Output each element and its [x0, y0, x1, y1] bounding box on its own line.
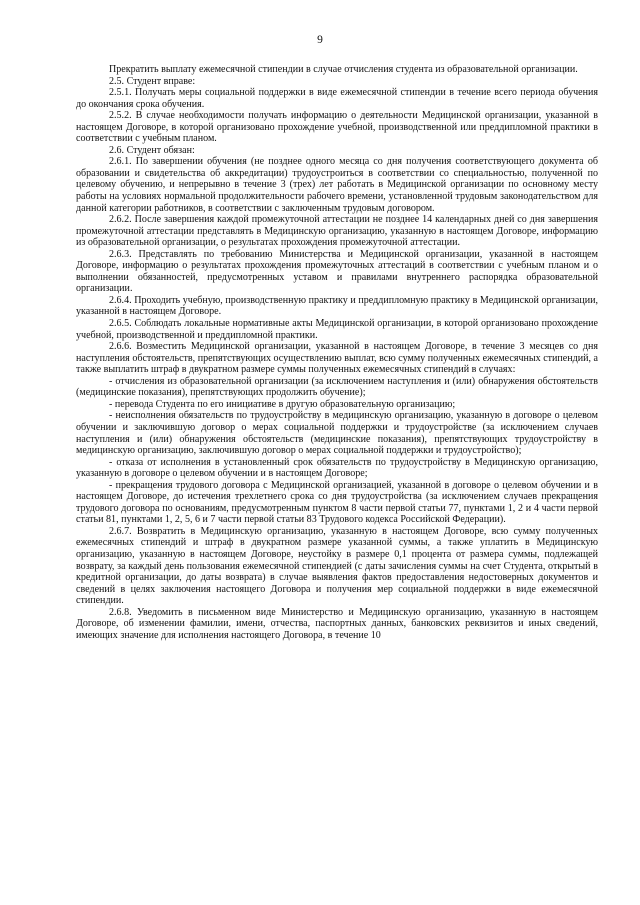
clause-2-6-7: 2.6.7. Возвратить в Медицинскую организацию, указанную в настоящем Договоре, всю сумму полученных ежемесячных стипендий и штраф в двукратном размере указанной суммы, а также уплатить в Медицинскую организацию, указанную в настоящем Договоре, неустойку в размере 0,1 процента от размера суммы, подлежащей возврату, за каждый день пользования ежемесячной стипендией (с даты зачисления суммы на счет Студента, открытый в кредитной организации, до даты возврата) в случае выявления фактов предоставления недостоверных документов и сведений в целях заключения настоящего Договора и получения мер социальной поддержки в виде ежемесячной стипендии.: [76, 525, 598, 607]
list-item-refusal: - отказа от исполнения в установленный срок обязательств по трудоустройству в Медицинскую организацию, указанную в договоре о целевом обучении и в настоящем Договоре;: [76, 456, 598, 480]
paragraph-stipend-termination: Прекратить выплату ежемесячной стипендии в случае отчисления студента из образовательной организации.: [109, 64, 578, 75]
page-number: 9: [317, 34, 323, 46]
document-body: [76, 64, 598, 641]
list-item-employment-breach: - неисполнения обязательств по трудоустройству в медицинскую организацию, указанную в договоре о целевом обучении и заключившую договор о мерах социальной поддержки и трудоустройстве (за исключением случаев наступления и (или) обнаружения обстоятельств (медицинские показания), препятствующих трудоустройству в медицинскую организацию, заключившую договор о мерах социальной поддержки и трудоустройство);: [76, 410, 598, 457]
clause-2-6-8: 2.6.8. Уведомить в письменном виде Министерство и Медицинскую организацию, указанную в настоящем Договоре, об изменении фамилии, имени, отчества, паспортных данных, банковских реквизитов и иных сведений, имеющих значение для исполнения настоящего Договора, в течение 10: [76, 606, 598, 641]
section-heading-2-5: 2.5. Студент вправе:: [109, 75, 196, 87]
clause-2-5-1: 2.5.1. Получать меры социальной поддержки в виде ежемесячной стипендии в течение всего периода обучения до окончания срока обучения.: [76, 87, 598, 110]
list-item-transfer: - перевода Студента по его инициативе в другую образовательную организацию;: [109, 398, 456, 410]
clause-2-6-3: 2.6.3. Представлять по требованию Министерства и Медицинской организации, указанной в настоящем Договоре, информацию о результатах прохождения промежуточных аттестаций в соответствии с учебным планом и о выполнении обязанностей, предусмотренных уставом и правилами внутреннего распорядка образовательной организации.: [76, 248, 598, 295]
clause-2-6-6: 2.6.6. Возместить Медицинской организации, указанной в настоящем Договоре, в течение 3 месяцев со дня наступления обстоятельств, препятствующих осуществлению выплат, всю сумму полученных ежемесячных стипендий, а также выплатить штраф в двукратном размере суммы полученных ежемесячных стипендий в случаях:: [76, 341, 598, 376]
section-heading-2-6: 2.6. Студент обязан:: [109, 144, 195, 156]
clause-2-5-2: 2.5.2. В случае необходимости получать информацию о деятельности Медицинской организации, указанной в настоящем Договоре, в которой организовано прохождение учебной, производственной или преддипломной практики в соответствии с учебным планом.: [76, 110, 598, 145]
list-item-expulsion: - отчисления из образовательной организации (за исключением наступления и (или) обнаружения обстоятельств (медицинские показания), препятствующих продолжить обучение);: [76, 375, 598, 399]
list-item-contract-termination: - прекращения трудового договора с Медицинской организацией, указанной в договоре о целевом обучении и в настоящем Договоре, до истечения трехлетнего срока со дня трудоустройства (за исключением случаев прекращения трудового договора по основаниям, предусмотренным пунктом 8 части первой статьи 77, пунктами 1, 2 и 4 части первой статьи 81, пунктами 1, 2, 5, 6 и 7 части первой статьи 83 Трудового кодекса Российской Федерации).: [76, 479, 598, 526]
clause-2-6-5: 2.6.5. Соблюдать локальные нормативные акты Медицинской организации, в которой организовано прохождение учебной, производственной и преддипломной практики.: [76, 318, 598, 341]
clause-2-6-1: 2.6.1. По завершении обучения (не позднее одного месяца со дня получения соответствующего документа об образовании и свидетельства об аккредитации) трудоустроиться в соответствии со специальностью, полученной по целевому обучению, и непрерывно в течение 3 (трех) лет работать в Медицинской организации по основному месту работы на условиях нормальной продолжительности рабочего времени, установленной трудовым законодательством для данной категории работников, в соответствии с заключенным трудовым договором.: [76, 156, 598, 214]
clause-2-6-4: 2.6.4. Проходить учебную, производственную практику и преддипломную практику в Медицинской организации, указанной в настоящем Договоре.: [76, 294, 598, 318]
clause-2-6-2: 2.6.2. После завершения каждой промежуточной аттестации не позднее 14 календарных дней со дня завершения промежуточной аттестации представлять в Медицинскую организацию, указанную в настоящем Договоре, информацию из образовательной организации, о результатах прохождения промежуточной аттестации.: [76, 214, 598, 249]
